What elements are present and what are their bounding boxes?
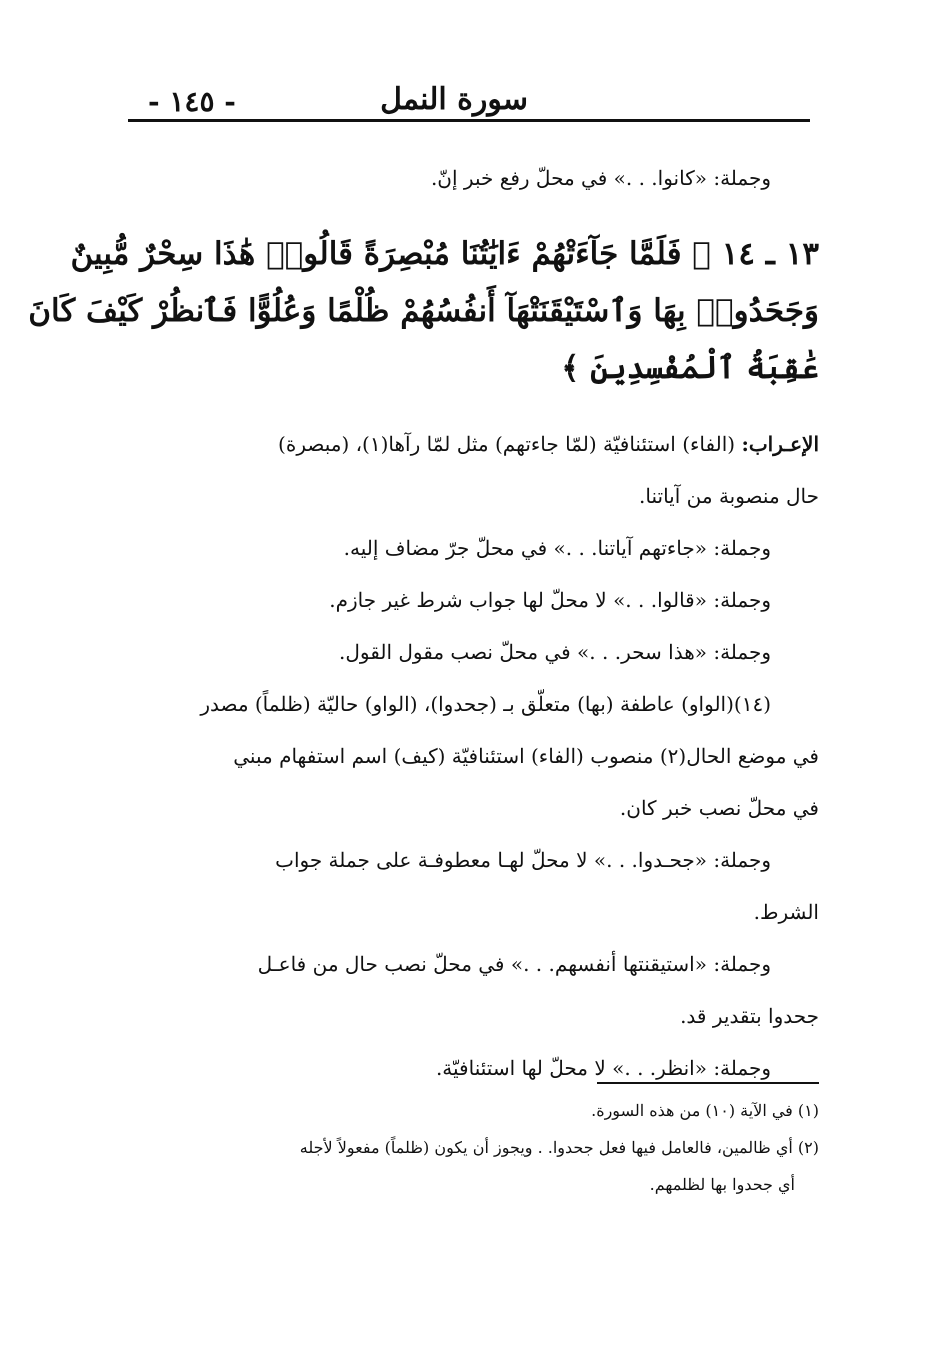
paragraph-14-line-2: في موضع الحال(٢) منصوب (الفاء) استئنافيّة (كيف) اسم استفهام مبني (233, 744, 819, 768)
header-rule (128, 119, 810, 122)
footnote-2-line-1: (٢) أي ظالمين، فالعامل فيها فعل جحدوا. . ويجوز أن يكون (ظلماً) مفعولاً لأجله (299, 1138, 819, 1157)
paragraph-jahadu-line-1: وجملة: «جحـدوا. . .» لا محلّ لهـا معطوفـة على جملة جواب (275, 848, 771, 872)
verse-line-1: ١٣ ـ ١٤ ﴿ فَلَمَّا جَآءَتْهُمْ ءَايَٰتُنَا مُبْصِرَةً قَالُوا۟ هَٰذَا سِحْرٌ مُّبِينٌ (70, 236, 819, 272)
paragraph-qalu: وجملة: «قالوا. . .» لا محلّ لها جواب شرط غير جازم. (329, 588, 771, 612)
paragraph-hadha-sihr: وجملة: «هذا سحر. . .» في محلّ نصب مقول القول. (339, 640, 771, 664)
paragraph-14-line-1: (١٤)(الواو) عاطفة (بها) متعلّق بـ (جحدوا)، (الواو) حاليّة (ظلماً) مصدر (200, 692, 771, 716)
verse-line-2: وَجَحَدُوا۟ بِهَا وَٱسْتَيْقَنَتْهَآ أَنفُسُهُمْ ظُلْمًا وَعُلُوًّا فَٱنظُرْ كَيْفَ كَانَ (28, 293, 819, 329)
footnote-separator (597, 1082, 819, 1084)
verse-line-3: عَٰقِبَةُ ٱلْمُفْسِدِينَ ﴾ (561, 350, 819, 386)
irab-text: (الفاء) استئنافيّة (لمّا جاءتهم) مثل لمّا رآها(١)، (مبصرة) (278, 432, 742, 456)
paragraph-istayqanat-line-1: وجملة: «استيقنتها أنفسهم. . .» في محلّ نصب حال من فاعـل (257, 952, 771, 976)
paragraph-14-line-3: في محلّ نصب خبر كان. (619, 796, 819, 820)
paragraph-istayqanat-line-2: جحدوا بتقدير قد. (680, 1004, 819, 1028)
irab-section (150, 418, 819, 1094)
irab-line-2: حال منصوبة من آياتنا. (639, 484, 819, 508)
page-number: - ١٤٥ - (148, 85, 236, 118)
footnotes (150, 1092, 819, 1203)
quran-verse (28, 226, 819, 397)
paragraph-jaathum: وجملة: «جاءتهم آياتنا. . .» في محلّ جرّ مضاف إليه. (343, 536, 771, 560)
text-line: وجملة: «كانوا. . .» في محلّ رفع خبر إنّ. (430, 166, 771, 190)
paragraph-unzur: وجملة: «انظر. . .» لا محلّ لها استئنافيّة. (435, 1056, 771, 1080)
footnote-2-line-2: أي جحدوا بها لظلمهم. (649, 1175, 795, 1194)
page-header (128, 70, 810, 116)
irab-line-1 (150, 418, 819, 470)
surah-title: سورة النمل (380, 82, 528, 117)
footnote-1: (١) في الآية (١٠) من هذه السورة. (591, 1101, 819, 1120)
paragraph-jahadu-line-2: الشرط. (753, 900, 819, 924)
paragraph-kanu (150, 152, 819, 204)
irab-label: الإعـراب: (741, 432, 819, 456)
